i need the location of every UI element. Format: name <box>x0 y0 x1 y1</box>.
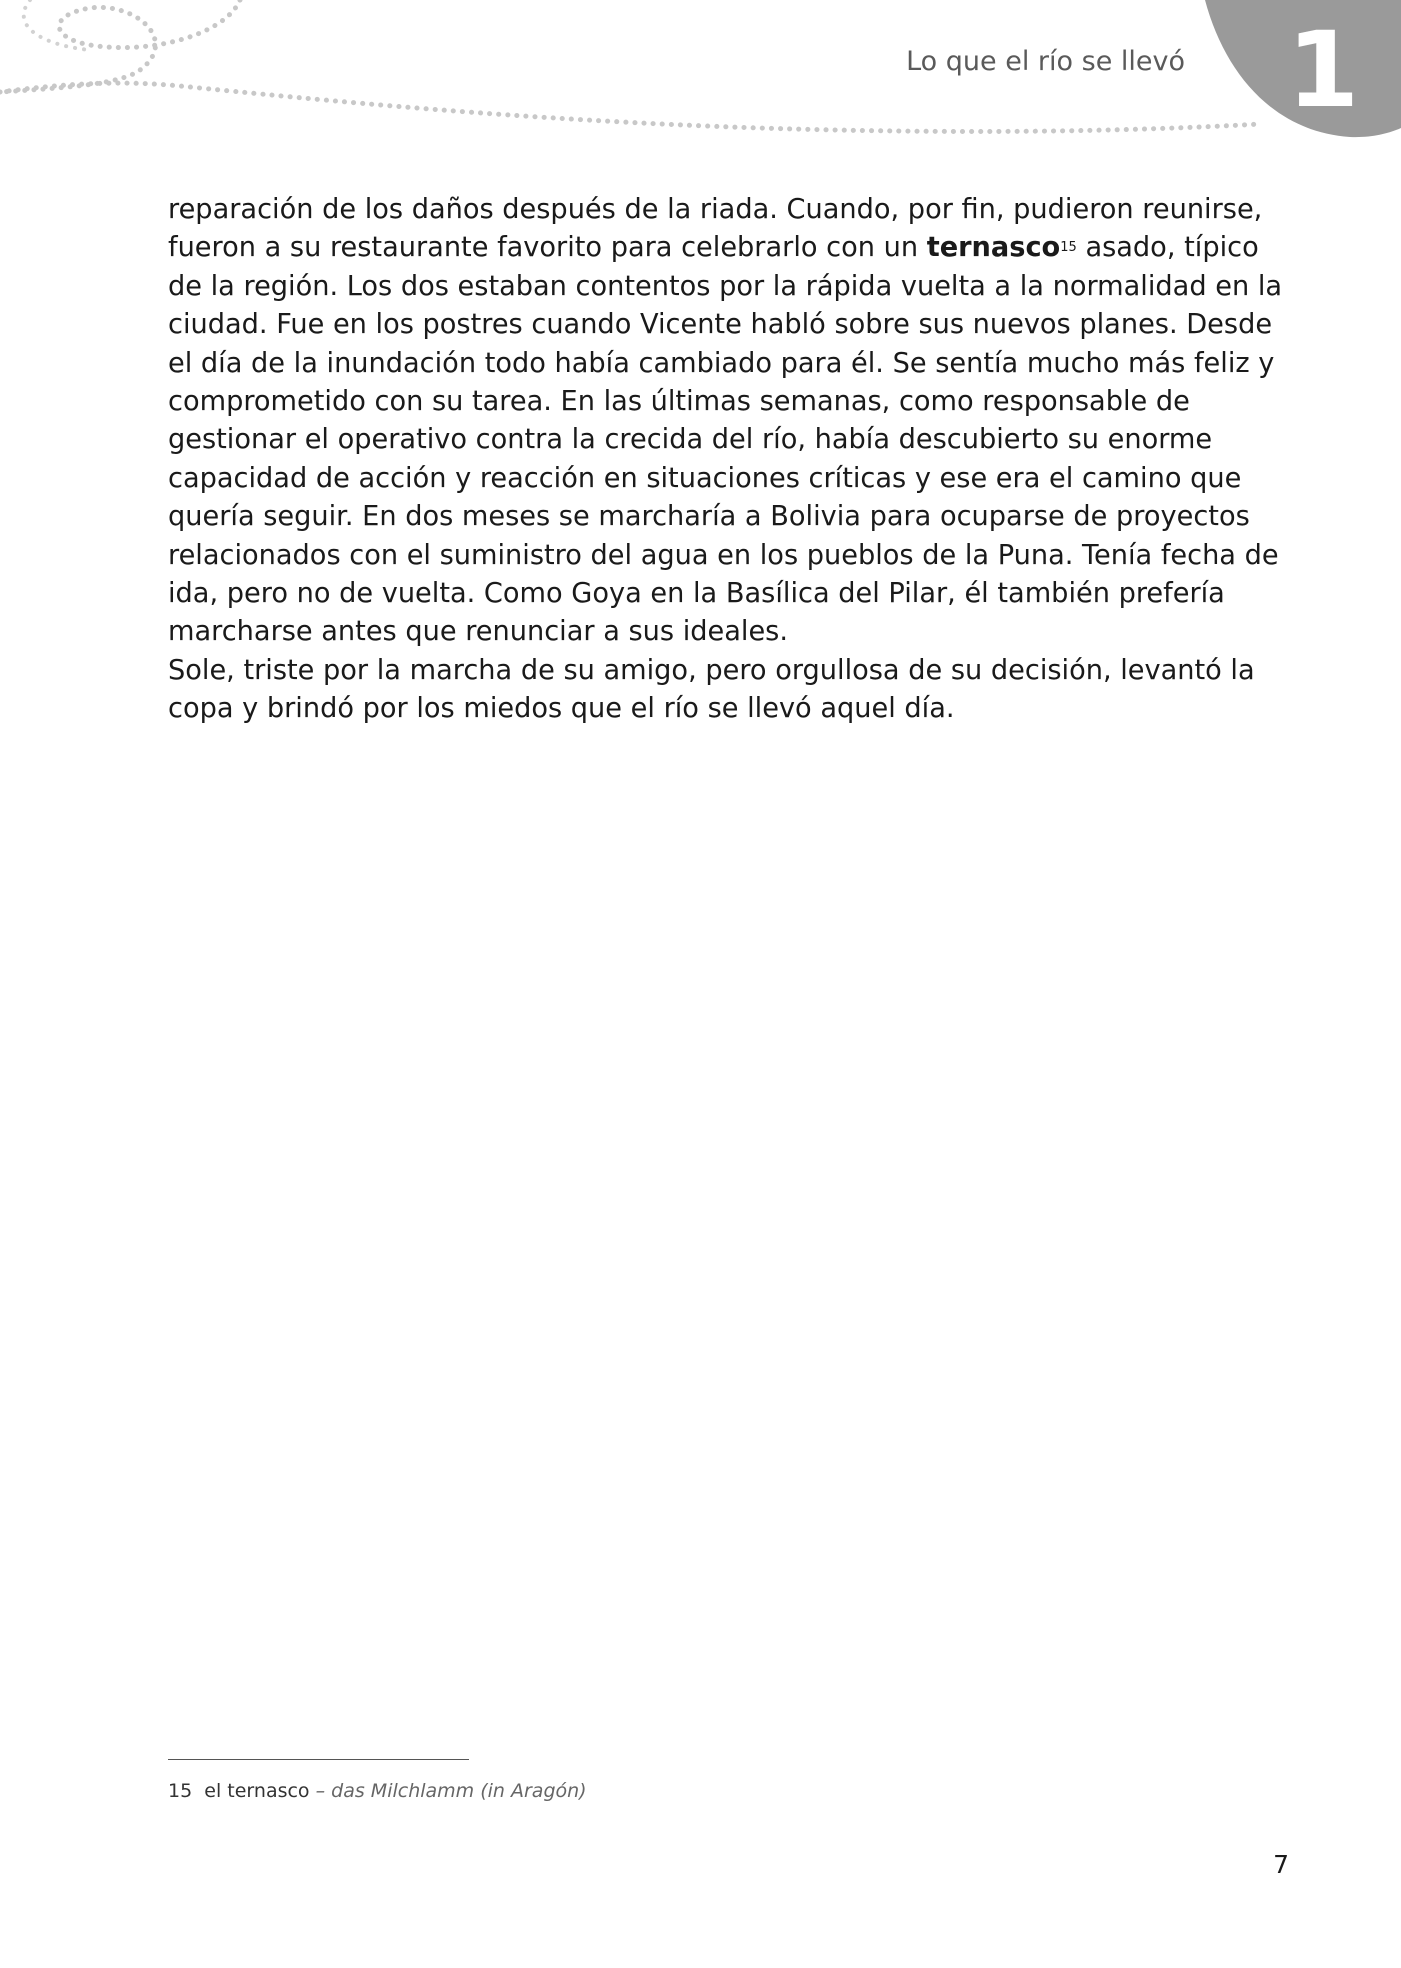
dotted-swirl-main <box>0 83 1260 131</box>
chapter-number: 1 <box>1286 9 1360 131</box>
paragraph-1-start: reparación de los daños después de la riada. Cuando, por fin, pudieron reunirse, fueron a su restaurante favorito para celebrarlo con un <box>168 194 1263 264</box>
header-decoration <box>0 0 1401 160</box>
paragraph-1-end: asado, típico de la región. Los dos estaban contentos por la rápida vuelta a la normalidad en la ciudad. Fue en los postres cuando Vicente habló sobre sus nuevos planes. Desde el día de la inundación todo había cambiado para él. Se sentía mucho más feliz y comprometido con su tarea. En las últimas semanas, como responsable de gestionar el operativo contra la crecida del río, había descubierto su enorme capacidad de acción y reacción en situaciones críticas y ese era el camino que quería seguir. En dos meses se marcharía a Bolivia para ocuparse de proyectos relacionados con el suministro del agua en los pueblos de la Puna. Tenía fecha de ida, pero no de vuelta. Como Goya en la Basílica del Pilar, él también prefería marcharse antes que renunciar a sus ideales. <box>168 232 1283 648</box>
paragraph-2: Sole, triste por la marcha de su amigo, pero orgullosa de su decisión, levantó la copa y brindó por los miedos que el río se llevó aquel día. <box>168 654 1255 725</box>
running-title: Lo que el río se llevó <box>906 46 1185 77</box>
footnote-number: 15 <box>168 1780 193 1802</box>
footnote-translation: das Milchlamm (in Aragón) <box>331 1780 587 1802</box>
footnote-divider <box>168 1759 469 1760</box>
paragraph-1 <box>168 191 1293 652</box>
body-text <box>168 191 1293 729</box>
footnote-term: el ternasco <box>204 1780 310 1802</box>
footnote-reference: 15 <box>1060 240 1077 256</box>
footnote <box>168 1780 587 1802</box>
glossary-term-ternasco: ternasco <box>926 232 1061 264</box>
page-number: 7 <box>1273 1850 1289 1879</box>
dotted-swirl-top <box>0 0 240 92</box>
footnote-separator: – <box>315 1780 326 1802</box>
